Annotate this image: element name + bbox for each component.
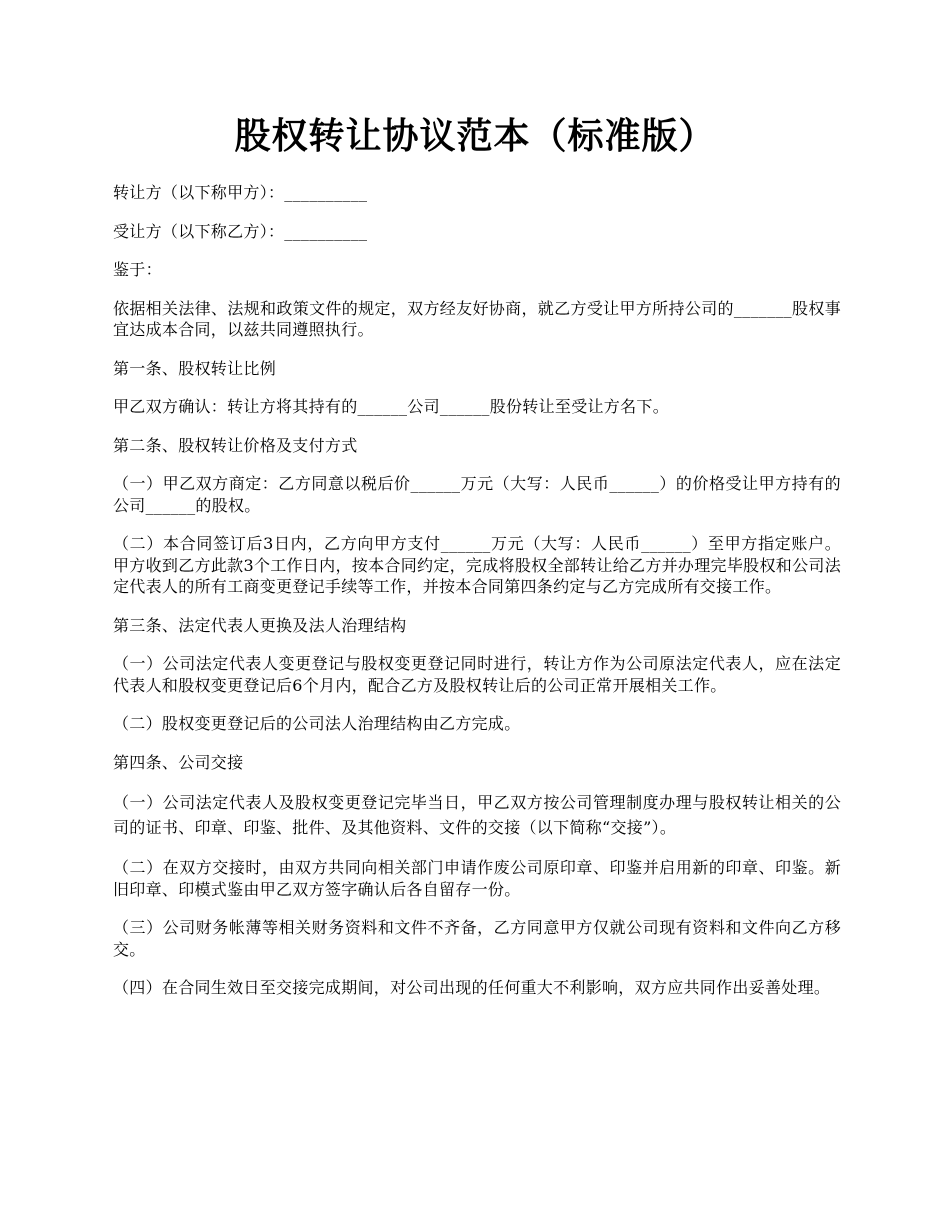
transferor-line: 转让方（以下称甲方）：__________	[113, 183, 368, 202]
article-1-paragraph: 甲乙双方确认：转让方将其持有的______公司______股份转让至受让方名下。	[113, 397, 670, 416]
article-3-clause-2: （二）股权变更登记后的公司法人治理结构由乙方完成。	[113, 714, 521, 733]
article-4-clause-2: （二）在双方交接时，由双方共同向相关部门申请作废公司原印章、印鉴并启用新的印章、印鉴。新旧印章、印模式鉴由甲乙双方签字确认后各自留存一份。	[113, 858, 841, 899]
article-3-heading: 第三条、法定代表人更换及法人治理结构	[113, 615, 407, 635]
document-body	[113, 182, 841, 1016]
whereas-heading: 鉴于：	[113, 260, 162, 279]
article-3-clause-1: （一）公司法定代表人变更登记与股权变更登记同时进行，转让方作为公司原法定代表人，应在法定代表人和股权变更登记后6个月内，配合乙方及股权转让后的公司正常开展相关工作。	[113, 654, 841, 695]
transferee-line: 受让方（以下称乙方）：__________	[113, 221, 368, 241]
preamble-paragraph: 依据相关法律、法规和政策文件的规定，双方经友好协商，就乙方受让甲方所持公司的_______股权事宜达成本合同，以兹共同遵照执行。	[113, 298, 841, 339]
article-2-clause-2: （二）本合同签订后3日内，乙方向甲方支付______万元（大写：人民币______）至甲方指定账户。甲方收到乙方此款3个工作日内，按本合同约定，完成将股权全部转让给乙方并办理完毕股权和公司法定代表人的所有工商变更登记手续等工作，并按本合同第四条约定与乙方完成所有交接工作。	[113, 534, 841, 596]
document-title: 股权转让协议范本（标准版）	[234, 115, 716, 157]
article-1-heading: 第一条、股权转让比例	[113, 358, 277, 378]
article-4-clause-4: （四）在合同生效日至交接完成期间，对公司出现的任何重大不利影响，双方应共同作出妥善处理。	[113, 978, 831, 997]
article-2-heading: 第二条、股权转让价格及支付方式	[113, 435, 358, 455]
article-2-clause-1: （一）甲乙双方商定：乙方同意以税后价______万元（大写：人民币______）的价格受让甲方持有的公司______的股权。	[113, 474, 841, 515]
article-4-clause-1: （一）公司法定代表人及股权变更登记完毕当日，甲乙双方按公司管理制度办理与股权转让相关的公司的证书、印章、印鉴、批件、及其他资料、文件的交接（以下简称“交接”）。	[113, 793, 841, 837]
article-4-clause-3: （三）公司财务帐薄等相关财务资料和文件不齐备，乙方同意甲方仅就公司现有资料和文件向乙方移交。	[113, 918, 841, 959]
article-4-heading: 第四条、公司交接	[113, 752, 244, 772]
